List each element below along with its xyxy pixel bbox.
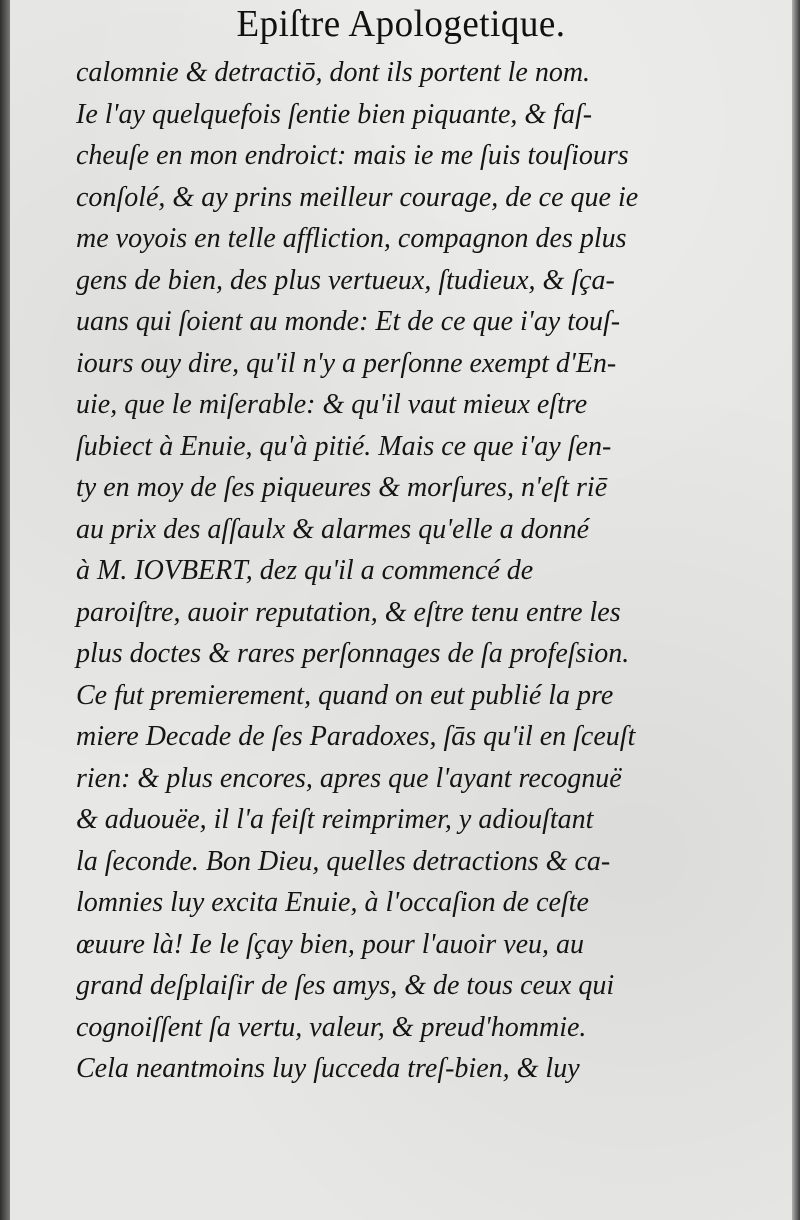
text-line: ſubiect à Enuie, qu'à pitié. Mais ce que i'ay ſen- bbox=[76, 430, 612, 462]
text-line: gens de bien, des plus vertueux, ſtudieux, & ſça- bbox=[76, 264, 615, 296]
text-line: iours ouy dire, qu'il n'y a perſonne exempt d'En- bbox=[76, 347, 617, 379]
text-line: Ie l'ay quelquefois ſentie bien piquante, & faſ- bbox=[76, 98, 593, 130]
page-gutter-left bbox=[0, 0, 10, 1220]
text-line: paroiſtre, auoir reputation, & eſtre tenu entre les bbox=[76, 596, 621, 628]
text-line: & aduouëe, il l'a feiſt reimprimer, y adiouſtant bbox=[76, 804, 594, 835]
text-line: uans qui ſoient au monde: Et de ce que i'ay touſ- bbox=[76, 306, 621, 337]
text-line: me voyois en telle affliction, compagnon des plus bbox=[76, 223, 627, 254]
text-line: conſolé, & ay prins meilleur courage, de ce que ie bbox=[76, 181, 639, 213]
page-body-text bbox=[76, 52, 708, 1090]
text-line: cognoiſſent ſa vertu, valeur, & preud'hommie. bbox=[76, 1011, 587, 1043]
text-line: lomnies luy excita Enuie, à l'occaſion de ceſte bbox=[76, 887, 589, 918]
text-line: cheuſe en mon endroict: mais ie me ſuis touſiours bbox=[76, 140, 629, 171]
page-gutter-right bbox=[792, 0, 800, 1220]
text-line: Cela neantmoins luy ſucceda treſ-bien, & luy bbox=[76, 1053, 580, 1084]
text-line: Ce fut premierement, quand on eut publié la pre bbox=[76, 679, 614, 711]
text-line: plus doctes & rares perſonnages de ſa profeſsion. bbox=[76, 638, 630, 669]
text-line: ty en moy de ſes piqueures & morſures, n'eſt riē bbox=[76, 472, 608, 503]
text-line: à M. IOVBERT, dez qu'il a commencé de bbox=[76, 555, 534, 586]
book-page bbox=[10, 0, 792, 1220]
text-line: rien: & plus encores, apres que l'ayant recognuë bbox=[76, 762, 622, 794]
text-line: œuure là! Ie le ſçay bien, pour l'auoir veu, au bbox=[76, 928, 585, 960]
text-line: grand deſplaiſir de ſes amys, & de tous ceux qui bbox=[76, 970, 615, 1001]
text-line: calomnie & detractiō, dont ils portent le nom. bbox=[76, 57, 591, 88]
running-header: Epiſtre Apologetique. bbox=[236, 3, 566, 45]
text-line: miere Decade de ſes Paradoxes, ſās qu'il en ſceuſt bbox=[76, 721, 636, 752]
text-line: uie, que le miſerable: & qu'il vaut mieux eſtre bbox=[76, 389, 588, 420]
text-line: la ſeconde. Bon Dieu, quelles detractions & ca- bbox=[76, 845, 611, 877]
text-line: au prix des aſſaulx & alarmes qu'elle a donné bbox=[76, 513, 590, 545]
